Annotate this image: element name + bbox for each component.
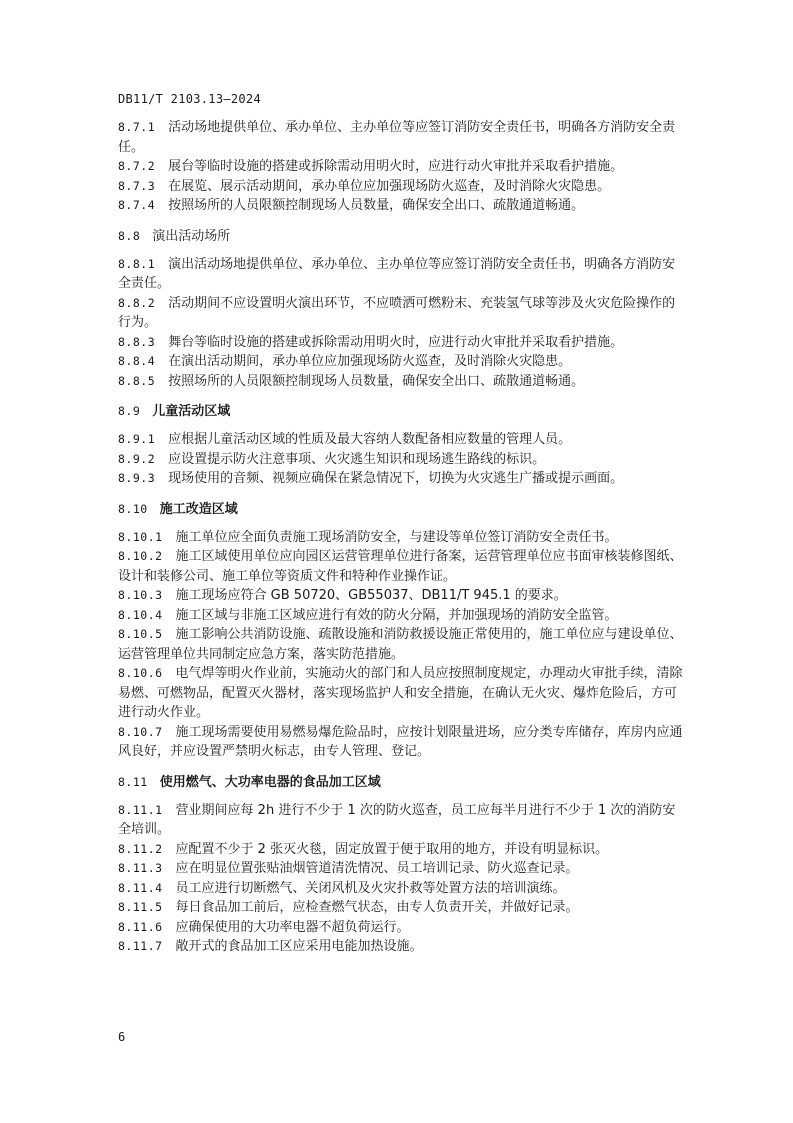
section-title: 使用燃气、大功率电器的食品加工区域 — [159, 774, 381, 790]
clause-number: 8.7.1 — [118, 120, 156, 134]
section-title: 施工改造区域 — [159, 501, 238, 517]
clause-paragraph — [118, 294, 684, 333]
clause-paragraph — [118, 625, 684, 664]
clause-paragraph — [118, 898, 684, 918]
clause-paragraph — [118, 801, 684, 840]
clause-text: 施工影响公共消防设施、疏散设施和消防救援设施正常使用的，施工单位应与建设单位、运营管理单位共同制定应急方案，落实防范措施。 — [118, 627, 683, 662]
clause-text: 敞开式的食品加工区应采用电能加热设施。 — [175, 939, 423, 954]
clause-paragraph — [118, 372, 684, 392]
clause-number: 8.9.3 — [118, 471, 156, 485]
clause-number: 8.9.1 — [118, 432, 156, 446]
clause-text: 应设置提示防火注意事项、火灾逃生知识和现场逃生路线的标识。 — [168, 451, 546, 467]
clause-text: 应根据儿童活动区域的性质及最大容纳人数配备相应数量的管理人员。 — [168, 432, 572, 447]
clause-text: 活动场地提供单位、承办单位、主办单位等应签订消防安全责任书，明确各方消防安全责任。 — [118, 120, 676, 155]
clause-number: 8.8.2 — [118, 295, 156, 310]
clause-number: 8.11.1 — [118, 802, 163, 817]
clause-number: 8.7.2 — [118, 159, 156, 173]
section-heading — [118, 773, 684, 792]
clause-number: 8.11.2 — [118, 841, 163, 856]
clause-text: 演出活动场地提供单位、承办单位、主办单位等应签订消防安全责任书，明确各方消防安全责任。 — [118, 256, 676, 291]
section-heading — [118, 402, 684, 421]
clause-paragraph — [118, 333, 684, 353]
clause-paragraph — [118, 586, 684, 606]
clause-number: 8.10.5 — [118, 627, 163, 641]
clause-paragraph — [118, 255, 684, 294]
clause-number: 8.11.6 — [118, 919, 163, 934]
clause-number: 8.10.7 — [118, 724, 163, 739]
clause-paragraph — [118, 430, 684, 450]
clause-text: 应在明显位置张贴油烟管道清洗情况、员工培训记录、防火巡查记录。 — [175, 861, 579, 876]
clause-paragraph — [118, 664, 684, 723]
document-body — [118, 118, 684, 957]
clause-paragraph — [118, 118, 684, 157]
clause-number: 8.7.3 — [118, 178, 156, 193]
clause-text: 展台等临时设施的搭建或拆除需动用明火时，应进行动火审批并采取看护措施。 — [168, 159, 624, 174]
clause-text: 施工现场需要使用易燃易爆危险品时，应按计划限量进场，应分类专库储存，库房内应通风良好，并应设置严禁明火标志，由专人管理、登记。 — [118, 724, 683, 759]
clause-text: 员工应进行切断燃气、关闭风机及火灾扑救等处置方法的培训演练。 — [175, 880, 566, 896]
clause-number: 8.10.3 — [118, 588, 163, 602]
clause-text: 施工现场应符合 GB 50720、GB55037、DB11/T 945.1 的要求。 — [175, 588, 567, 603]
clause-number: 8.8.5 — [118, 373, 156, 388]
clause-paragraph — [118, 723, 684, 762]
clause-number: 8.11.4 — [118, 880, 163, 895]
standard-code-header: DB11/T 2103.13—2024 — [118, 92, 261, 106]
clause-text: 活动期间不应设置明火演出环节，不应喷洒可燃粉末、充装氢气球等涉及火灾危险操作的行为。 — [118, 295, 676, 330]
clause-text: 施工区域使用单位应向园区运营管理单位进行备案，运营管理单位应书面审核装修图纸、设计和装修公司、施工单位等资质文件和特种作业操作证。 — [118, 549, 683, 584]
clause-text: 按照场所的人员限额控制现场人员数量，确保安全出口、疏散通道畅通。 — [168, 373, 585, 389]
clause-text: 舞台等临时设施的搭建或拆除需动用明火时，应进行动火审批并采取看护措施。 — [168, 334, 624, 350]
clause-paragraph — [118, 937, 684, 957]
clause-text: 在演出活动期间，承办单位应加强现场防火巡查，及时消除火灾隐患。 — [168, 354, 572, 369]
clause-paragraph — [118, 547, 684, 586]
clause-paragraph — [118, 879, 684, 899]
clause-paragraph — [118, 606, 684, 626]
section-number: 8.9 — [118, 404, 141, 418]
clause-paragraph — [118, 469, 684, 489]
clause-text: 施工区域与非施工区域应进行有效的防火分隔，并加强现场的消防安全监管。 — [175, 607, 618, 623]
clause-paragraph — [118, 528, 684, 548]
clause-text: 按照场所的人员限额控制现场人员数量，确保安全出口、疏散通道畅通。 — [168, 198, 585, 213]
clause-text: 营业期间应每 2h 进行不少于 1 次的防火巡查，员工应每半月进行不少于 1 次的消防安全培训。 — [118, 802, 676, 837]
clause-paragraph — [118, 157, 684, 177]
page-number: 6 — [118, 1030, 126, 1044]
clause-paragraph — [118, 352, 684, 372]
clause-paragraph — [118, 918, 684, 938]
clause-number: 8.10.6 — [118, 666, 163, 680]
clause-number: 8.10.4 — [118, 607, 163, 622]
clause-text: 在展览、展示活动期间，承办单位应加强现场防火巡查，及时消除火灾隐患。 — [168, 178, 611, 194]
clause-number: 8.7.4 — [118, 198, 156, 212]
section-number: 8.10 — [118, 501, 148, 516]
clause-paragraph — [118, 840, 684, 860]
section-title: 演出活动场所 — [152, 228, 231, 244]
clause-paragraph — [118, 859, 684, 879]
clause-text: 每日食品加工前后，应检查燃气状态，由专人负责开关，并做好记录。 — [175, 900, 579, 915]
clause-text: 现场使用的音频、视频应确保在紧急情况下，切换为火灾逃生广播或提示画面。 — [168, 471, 624, 486]
clause-number: 8.11.3 — [118, 861, 163, 875]
clause-number: 8.11.7 — [118, 939, 163, 953]
clause-text: 电气焊等明火作业前，实施动火的部门和人员应按照制度规定，办理动火审批手续，清除易燃、可燃物品，配置灭火器材，落实现场监护人和安全措施，在确认无火灾、爆炸危险后，方可进行动火作业。 — [118, 666, 683, 720]
clause-paragraph — [118, 450, 684, 470]
section-heading — [118, 500, 684, 519]
clause-number: 8.9.2 — [118, 451, 156, 466]
section-heading — [118, 227, 684, 246]
clause-number: 8.11.5 — [118, 900, 163, 914]
clause-number: 8.10.1 — [118, 529, 163, 544]
section-number: 8.8 — [118, 228, 141, 243]
clause-paragraph — [118, 177, 684, 197]
clause-text: 应配置不少于 2 张灭火毯，固定放置于便于取用的地方，并设有明显标识。 — [175, 841, 609, 857]
clause-text: 应确保使用的大功率电器不超负荷运行。 — [175, 919, 410, 935]
clause-number: 8.8.1 — [118, 256, 156, 271]
section-number: 8.11 — [118, 774, 148, 789]
section-title: 儿童活动区域 — [152, 404, 231, 419]
clause-paragraph — [118, 196, 684, 216]
clause-number: 8.10.2 — [118, 549, 163, 563]
clause-number: 8.8.3 — [118, 334, 156, 349]
clause-text: 施工单位应全面负责施工现场消防安全，与建设等单位签订消防安全责任书。 — [175, 529, 618, 545]
clause-number: 8.8.4 — [118, 354, 156, 368]
